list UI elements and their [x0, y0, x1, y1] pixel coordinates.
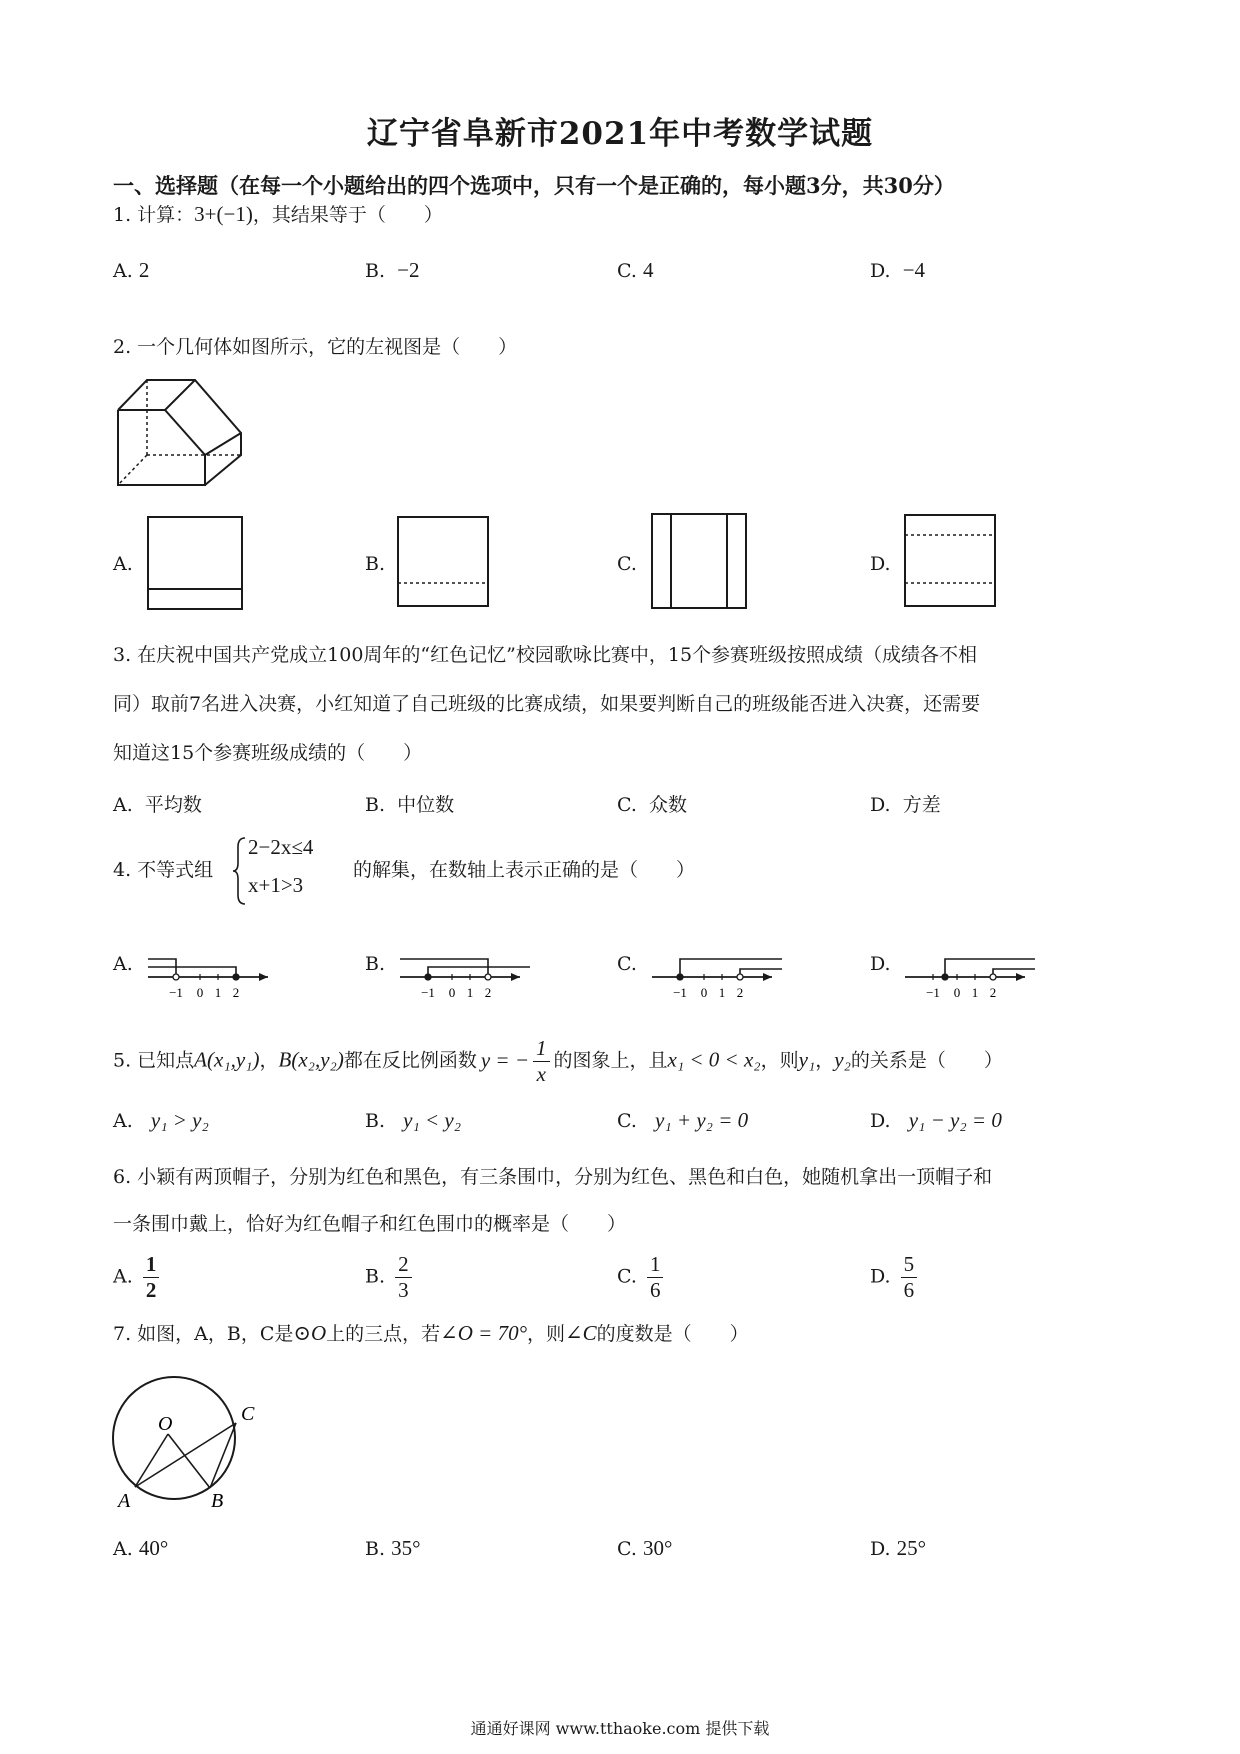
q2-option-b-view	[396, 515, 492, 610]
q2-option-c-label: C.	[617, 553, 637, 575]
q4-option-d-label: D.	[870, 953, 891, 975]
question-2-stem: 2. 一个几何体如图所示，它的左视图是（ ）	[113, 336, 518, 358]
endpoint-dot	[737, 974, 743, 980]
q5-function-fraction: $\frac{1}{x}$	[533, 1038, 550, 1085]
question-6-line-1: 6. 小颖有两顶帽子，分别为红色和黑色，有三条围巾，分别为红色、黑色和白色，她随机拿出一顶帽子和	[113, 1166, 993, 1188]
q2-option-a-view	[146, 515, 246, 613]
q1-option-a: A. 2	[113, 258, 150, 282]
axis-arrow	[1016, 973, 1025, 981]
q1-prefix: 1. 计算：	[113, 204, 195, 226]
solution-region	[945, 959, 1035, 977]
q3-option-c: C. 众数	[617, 794, 688, 816]
q1-option-d: D. −4	[870, 258, 926, 282]
endpoint-dot	[425, 974, 431, 980]
q4-inequality-2: x+1>3	[248, 873, 304, 897]
q4-option-b-label: B.	[365, 953, 386, 975]
q2-option-d-label: D.	[870, 553, 891, 575]
tick-label: −1	[169, 985, 183, 1000]
q1-expression: 3+(−1)	[194, 202, 253, 226]
q5-option-d: D. y₁ − y₂ = 0	[870, 1108, 1002, 1132]
q4-option-b-number-line	[400, 935, 550, 1005]
solution-region	[148, 967, 236, 977]
q7-label-a: A	[118, 1490, 131, 1512]
q5-point-a: A(x₁,y₁)	[194, 1047, 260, 1072]
axis-arrow	[259, 973, 268, 981]
q4-option-d-number-line	[905, 935, 1055, 1005]
solution-region	[680, 959, 782, 977]
tick-label: 2	[484, 985, 492, 1000]
question-7-stem: 7. 如图，A，B，C是⊙O上的三点，若∠O = 70°，则∠C的度数是（ ）	[113, 1321, 749, 1345]
tick-label: 0	[953, 985, 961, 1000]
q7-label-b: B	[211, 1490, 224, 1512]
question-6-line-2: 一条围巾戴上，恰好为红色帽子和红色围巾的概率是（ ）	[113, 1213, 627, 1235]
tick-label: −1	[421, 985, 435, 1000]
solution-region	[993, 969, 1035, 977]
tick-label: 1	[718, 985, 726, 1000]
q7-label-c: C	[241, 1403, 255, 1425]
q4-option-c-number-line	[652, 935, 802, 1005]
solution-region	[740, 969, 782, 977]
question-3-line-1: 3. 在庆祝中国共产党成立100周年的“红色记忆”校园歌咏比赛中，15个参赛班级按照成绩（成绩各不相	[113, 644, 978, 666]
q2-option-b-label: B.	[365, 553, 386, 575]
q7-label-o: O	[158, 1413, 173, 1435]
q7-option-c: C. 30°	[617, 1536, 673, 1560]
q7-circle-figure	[106, 1372, 266, 1512]
q7-circle	[113, 1377, 235, 1499]
q2-solid-figure	[112, 375, 247, 490]
tick-label: 1	[971, 985, 979, 1000]
axis-arrow	[511, 973, 520, 981]
tick-label: 1	[466, 985, 474, 1000]
tick-label: 2	[232, 985, 240, 1000]
question-5-stem: 5. 已知点A(x₁,y₁)，B(x₂,y₂)都在反比例函数 y = − $\frac{1}{x}$ 的图象上，且x₁ < 0 < x₂，则y₁，y₂的关系是（ ）	[113, 1036, 1003, 1086]
q2-option-c-view	[650, 512, 750, 610]
tick-label: −1	[926, 985, 940, 1000]
q4-brace	[231, 835, 249, 907]
axis-arrow	[763, 973, 772, 981]
question-1-stem	[113, 202, 443, 227]
tick-label: 0	[700, 985, 708, 1000]
endpoint-dot	[990, 974, 996, 980]
tick-label: 2	[736, 985, 744, 1000]
q1-suffix: ，其结果等于（ ）	[252, 204, 443, 226]
q2-option-a-label: A.	[113, 553, 133, 575]
q4-inequality-1: 2−2x≤4	[248, 835, 314, 859]
q6-option-a: A. $\frac{1}{2}$	[113, 1254, 163, 1301]
q3-option-b: B. 中位数	[365, 794, 455, 816]
q4-option-c-label: C.	[617, 953, 637, 975]
endpoint-dot	[173, 974, 179, 980]
tick-label: 0	[448, 985, 456, 1000]
q4-option-a-number-line	[148, 935, 298, 1005]
tick-label: −1	[673, 985, 687, 1000]
q6-option-c: C. $\frac{1}{6}$	[617, 1254, 667, 1301]
page-title: 辽宁省阜新市2021年中考数学试题	[366, 116, 874, 152]
tick-label: 0	[196, 985, 204, 1000]
question-3-line-3: 知道这15个参赛班级成绩的（ ）	[113, 742, 423, 764]
q6-option-d: D. $\frac{5}{6}$	[870, 1254, 921, 1301]
footer-watermark: 通通好课网 www.tthaoke.com 提供下载	[470, 1719, 770, 1738]
q6-option-b: B. $\frac{2}{3}$	[365, 1254, 416, 1301]
endpoint-dot	[942, 974, 948, 980]
endpoint-dot	[485, 974, 491, 980]
endpoint-dot	[677, 974, 683, 980]
q5-option-b: B. y₁ < y₂	[365, 1108, 462, 1132]
q4-option-a-label: A.	[113, 953, 133, 975]
q2-front-face	[118, 410, 205, 485]
q7-option-d: D. 25°	[870, 1536, 927, 1560]
solution-region	[148, 959, 176, 977]
question-3-line-2: 同）取前7名进入决赛，小红知道了自己班级的比赛成绩，如果要判断自己的班级能否进入决赛，还需要	[113, 693, 981, 715]
q7-option-a: A. 40°	[113, 1536, 169, 1560]
q5-option-a: A. y₁ > y₂	[113, 1108, 209, 1132]
q5-option-c: C. y₁ + y₂ = 0	[617, 1108, 749, 1132]
q7-option-b: B. 35°	[365, 1536, 421, 1560]
endpoint-dot	[233, 974, 239, 980]
section-heading: 一、选择题（在每一个小题给出的四个选项中，只有一个是正确的，每小题3分，共30分）	[113, 173, 955, 198]
q1-option-b: B. −2	[365, 258, 420, 282]
q1-option-c: C. 4	[617, 258, 654, 282]
question-4-suffix: 的解集，在数轴上表示正确的是（ ）	[353, 859, 696, 881]
tick-label: 2	[989, 985, 997, 1000]
question-4-prefix: 4. 不等式组	[113, 859, 214, 881]
q3-option-d: D. 方差	[870, 794, 941, 816]
q2-option-d-view	[903, 513, 999, 610]
q3-option-a: A. 平均数	[113, 794, 202, 816]
q5-point-b: B(x₂,y₂)	[278, 1047, 344, 1072]
tick-label: 1	[214, 985, 222, 1000]
solution-region	[400, 959, 488, 977]
